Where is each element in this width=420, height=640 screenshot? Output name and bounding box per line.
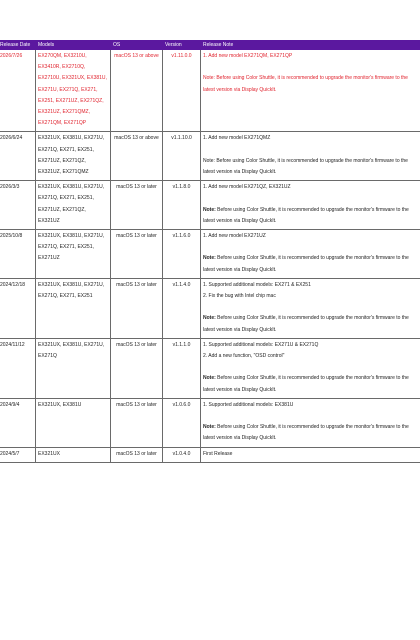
note-label: Note:: [203, 255, 216, 262]
note-spacer: [203, 302, 419, 313]
note-spacer: [203, 193, 419, 204]
note-line: 1. Add new model EX271QM, EX271QP: [203, 53, 293, 59]
os-cell: macOS 13 or later: [111, 278, 163, 338]
models-cell: EX321UX, EX381U, EX271U, EX271Q: [36, 338, 111, 398]
release-note-cell: [201, 447, 420, 462]
note-label: Note:: [203, 424, 216, 431]
note-line: 1. Add new model EX271UZ: [203, 233, 266, 240]
note-label: Note:: [203, 206, 216, 213]
version-cell: v1.1.8.0: [163, 181, 201, 230]
table-row: [0, 230, 420, 279]
table-row: [0, 50, 420, 132]
note-line: 2. Fix the bug with Intel chip mac: [203, 293, 276, 300]
release-note-cell: [201, 132, 420, 181]
header-version: Version: [163, 41, 201, 50]
firmware-note: Note: Before using Color Shuttle, it is recommended to upgrade the monitor's firmware to the latest version via Display QuickIt.: [203, 255, 409, 273]
firmware-note: Note: Before using Color Shuttle, it is recommended to upgrade the monitor's firmware to the latest version via Display QuickIt.: [203, 75, 408, 93]
table-row: [0, 398, 420, 447]
release-date-cell: 2026/3/3: [0, 181, 36, 230]
note-spacer: [203, 362, 419, 373]
note-spacer: [203, 145, 419, 156]
models-cell: EX321UX, EX381U, EX271U, EX271Q, EX271, EX251: [36, 278, 111, 338]
version-cell: v1.1.1.0: [163, 338, 201, 398]
table-row: [0, 278, 420, 338]
note-label: Note:: [203, 315, 216, 322]
firmware-note: Note: Before using Color Shuttle, it is recommended to upgrade the monitor's firmware to the latest version via Display QuickIt.: [203, 424, 409, 442]
firmware-note: Note: Before using Color Shuttle, it is recommended to upgrade the monitor's firmware to the latest version via Display QuickIt.: [203, 157, 408, 176]
version-cell: v1.11.0.0: [163, 50, 201, 132]
models-cell: EX270QM, EX3210U, EX3410R, EX2710Q, EX2710U, EX321UX, EX381U, EX271U, EX271Q, EX271, EX251, EX271UZ, EX271QZ, EX321UZ, EX271QMZ, EX271QM, EX271QP: [36, 50, 111, 132]
release-date-cell: 2026/6/24: [0, 132, 36, 181]
note-spacer: [203, 411, 419, 422]
release-note-cell: [201, 181, 420, 230]
release-notes-table: [0, 40, 420, 463]
version-cell: v1.0.6.0: [163, 398, 201, 447]
firmware-note: Note: Before using Color Shuttle, it is recommended to upgrade the monitor's firmware to the latest version via Display QuickIt.: [203, 375, 409, 393]
firmware-note: Note: Before using Color Shuttle, it is recommended to upgrade the monitor's firmware to the latest version via Display QuickIt.: [203, 315, 409, 333]
note-spacer: [203, 242, 419, 253]
header-release-date: Release Date: [0, 41, 36, 50]
release-date-cell: 2024/5/7: [0, 447, 36, 462]
release-date-cell: 2024/9/4: [0, 398, 36, 447]
table-body: [0, 50, 420, 463]
release-date-cell: 2024/12/18: [0, 278, 36, 338]
table-row: [0, 338, 420, 398]
note-line: 1. Supported additional models: EX271U & EX271Q: [203, 341, 319, 348]
note-label: Note:: [203, 375, 216, 382]
table-row: [0, 132, 420, 181]
models-cell: EX321UX, EX381U, EX271U, EX271Q, EX271, EX251, EX271UZ, EX271QZ, EX321UZ, EX271QMZ: [36, 132, 111, 181]
os-cell: macOS 13 or above: [111, 132, 163, 181]
release-note-cell: [201, 398, 420, 447]
release-note-cell: [201, 50, 420, 132]
firmware-note: Note: Before using Color Shuttle, it is recommended to upgrade the monitor's firmware to the latest version via Display QuickIt.: [203, 206, 409, 224]
table-row: [0, 447, 420, 462]
os-cell: macOS 13 or later: [111, 447, 163, 462]
table-header-row: [0, 41, 420, 50]
table-row: [0, 181, 420, 230]
header-models: Models: [36, 41, 111, 50]
release-date-cell: 2026/7/26: [0, 50, 36, 132]
models-cell: EX321UX: [36, 447, 111, 462]
note-line: 1. Add new model EX271QMZ: [203, 135, 271, 142]
version-cell: v1.1.10.0: [163, 132, 201, 181]
version-cell: v1.1.6.0: [163, 230, 201, 279]
os-cell: macOS 13 or above: [111, 50, 163, 132]
os-cell: macOS 13 or later: [111, 338, 163, 398]
models-cell: EX321UX, EX381U: [36, 398, 111, 447]
note-line: 1. Add new model EX271QZ, EX321UZ: [203, 184, 291, 191]
release-note-cell: [201, 230, 420, 279]
os-cell: macOS 13 or later: [111, 230, 163, 279]
os-cell: macOS 13 or later: [111, 398, 163, 447]
header-release-note: Release Note: [201, 41, 420, 50]
version-cell: v1.1.4.0: [163, 278, 201, 338]
header-os: OS: [111, 41, 163, 50]
models-cell: EX321UX, EX381U, EX271U, EX271Q, EX271, EX251, EX271UZ, EX271QZ, EX321UZ: [36, 181, 111, 230]
models-cell: EX321UX, EX381U, EX271U, EX271Q, EX271, EX251, EX271UZ: [36, 230, 111, 279]
note-spacer: [203, 62, 419, 73]
release-note-cell: [201, 338, 420, 398]
os-cell: macOS 13 or later: [111, 181, 163, 230]
release-date-cell: 2025/10/8: [0, 230, 36, 279]
note-line: First Release: [203, 450, 233, 457]
note-line: 2. Add a new function, "OSD control": [203, 353, 285, 360]
release-date-cell: 2024/11/12: [0, 338, 36, 398]
version-cell: v1.0.4.0: [163, 447, 201, 462]
note-line: 1. Supported additional models: EX381U: [203, 401, 294, 408]
note-line: 1. Supported additional models: EX271 & EX251: [203, 281, 311, 288]
release-note-cell: [201, 278, 420, 338]
